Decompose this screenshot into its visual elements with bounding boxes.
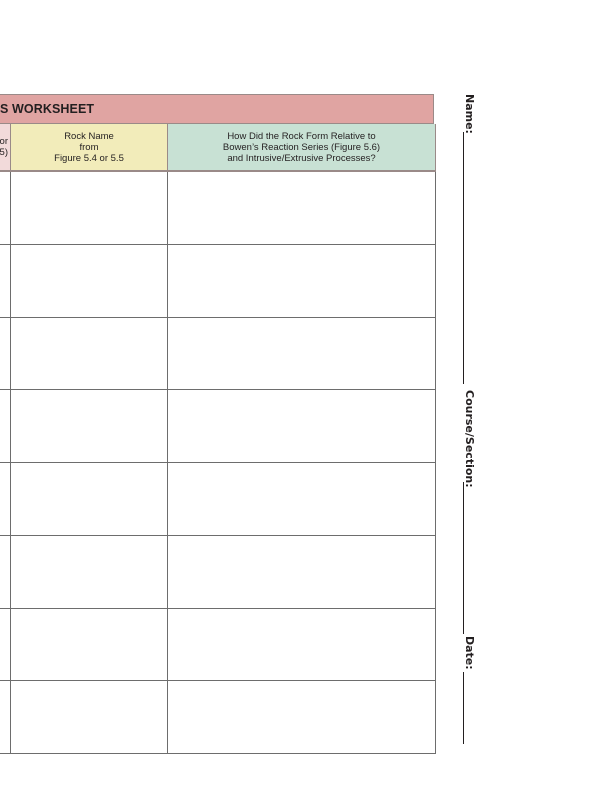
how-formed-cell[interactable] — [168, 681, 436, 753]
column-header-rock-name — [11, 124, 168, 172]
previous-column-cell[interactable] — [0, 463, 11, 535]
rock-name-cell[interactable] — [11, 536, 168, 608]
worksheet-row — [0, 609, 436, 682]
course-section-field[interactable] — [462, 390, 476, 634]
date-label: Date: — [463, 636, 476, 670]
how-formed-cell[interactable] — [168, 463, 436, 535]
how-formed-cell[interactable] — [168, 536, 436, 608]
worksheet-row — [0, 390, 436, 463]
worksheet-grid — [0, 172, 436, 754]
worksheet-title: S WORKSHEET — [0, 102, 95, 116]
column-header-how-formed — [168, 124, 436, 172]
rock-name-cell[interactable] — [11, 172, 168, 244]
worksheet-row — [0, 245, 436, 318]
rock-name-cell[interactable] — [11, 463, 168, 535]
previous-column-cell[interactable] — [0, 318, 11, 390]
name-line[interactable] — [463, 132, 464, 384]
how-formed-cell[interactable] — [168, 245, 436, 317]
worksheet-row — [0, 318, 436, 391]
course-section-label: Course/Section: — [463, 390, 476, 488]
worksheet-row — [0, 681, 436, 754]
column-header-rock-name-label: Rock Name from Figure 5.4 or 5.5 — [54, 130, 124, 164]
worksheet-row — [0, 463, 436, 536]
rock-name-cell[interactable] — [11, 609, 168, 681]
worksheet-row — [0, 536, 436, 609]
name-field[interactable] — [462, 94, 476, 384]
date-line[interactable] — [463, 672, 464, 744]
how-formed-cell[interactable] — [168, 390, 436, 462]
course-section-line[interactable] — [463, 482, 464, 634]
worksheet-title-bar — [0, 94, 434, 124]
name-label: Name: — [463, 94, 476, 134]
column-header-previous — [0, 124, 11, 172]
rock-name-cell[interactable] — [11, 681, 168, 753]
worksheet-row — [0, 172, 436, 245]
previous-column-cell[interactable] — [0, 172, 11, 244]
rock-name-cell[interactable] — [11, 245, 168, 317]
date-field[interactable] — [462, 636, 476, 744]
how-formed-cell[interactable] — [168, 609, 436, 681]
previous-column-cell[interactable] — [0, 245, 11, 317]
how-formed-cell[interactable] — [168, 172, 436, 244]
previous-column-cell[interactable] — [0, 681, 11, 753]
rock-name-cell[interactable] — [11, 318, 168, 390]
student-info-sidebar — [462, 94, 476, 744]
column-header-how-formed-label: How Did the Rock Form Relative to Bowen’s Reaction Series (Figure 5.6) and Intrusive/Extrusive Processes? — [222, 130, 381, 164]
previous-column-cell[interactable] — [0, 390, 11, 462]
previous-column-cell[interactable] — [0, 536, 11, 608]
column-header-previous-label: or 5) — [0, 136, 8, 158]
previous-column-cell[interactable] — [0, 609, 11, 681]
how-formed-cell[interactable] — [168, 318, 436, 390]
rock-name-cell[interactable] — [11, 390, 168, 462]
